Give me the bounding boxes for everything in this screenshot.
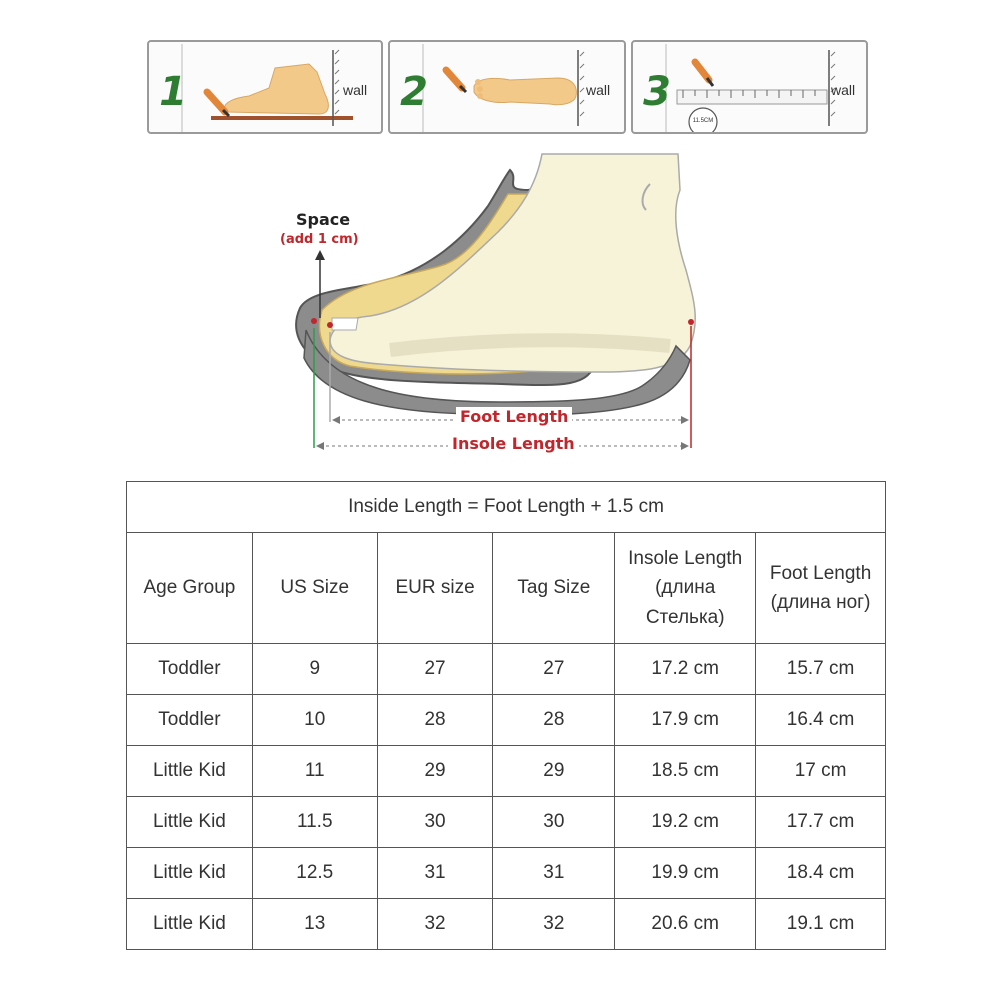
cell-foot-length: 17 cm [756,746,886,797]
table-row [127,797,886,848]
cell-age-group: Little Kid [127,746,253,797]
cell-us-size: 11 [252,746,377,797]
cell-age-group: Little Kid [127,797,253,848]
cell-tag-size: 30 [493,797,615,848]
table-row [127,644,886,695]
cell-insole-length: 19.9 cm [615,848,756,899]
ruler-icon [677,90,827,104]
cell-eur-size: 32 [377,899,493,950]
cell-insole-length: 18.5 cm [615,746,756,797]
step-3-number: 3 [643,69,671,115]
cell-age-group: Toddler [127,695,253,746]
step-3-wall-label: wall [831,82,856,98]
cell-foot-length: 19.1 cm [756,899,886,950]
header-tag-size-text: Tag Size [517,577,591,599]
header-eur-size [377,533,493,644]
header-insole-length-line1: Insole Length [628,547,743,569]
table-row [127,848,886,899]
cell-insole-length: 17.2 cm [615,644,756,695]
header-us-size-text: US Size [280,577,350,599]
cell-us-size: 13 [252,899,377,950]
cell-eur-size: 31 [377,848,493,899]
cell-age-group: Little Kid [127,899,253,950]
step-3-panel [631,40,868,134]
cell-eur-size: 28 [377,695,493,746]
wall-icon [578,50,584,126]
space-label: Space [296,210,351,229]
header-age-group-text: Age Group [143,577,236,599]
table-row [127,899,886,950]
cell-eur-size: 29 [377,746,493,797]
cell-us-size: 12.5 [252,848,377,899]
cell-age-group: Little Kid [127,848,253,899]
cell-eur-size: 27 [377,644,493,695]
table-header-row [127,533,886,644]
cell-foot-length: 16.4 cm [756,695,886,746]
toe-marker [311,318,317,324]
cell-tag-size: 29 [493,746,615,797]
step-2-panel [388,40,626,134]
cell-foot-length: 15.7 cm [756,644,886,695]
header-foot-length [756,533,886,644]
step-2-wall-label: wall [586,82,611,98]
cell-insole-length: 17.9 cm [615,695,756,746]
step-1-panel [147,40,383,134]
pencil-icon [446,70,466,92]
ruler-badge-label: 11.5CM [692,118,714,124]
cell-us-size: 11.5 [252,797,377,848]
step-1-number: 1 [159,69,187,115]
header-foot-length-line1: Foot Length [769,562,872,584]
step-1-wall-label: wall [343,82,368,98]
header-tag-size [493,533,615,644]
insole-length-label: Insole Length [448,434,579,453]
shoe-fit-diagram [270,150,730,460]
cell-tag-size: 31 [493,848,615,899]
table-title-row [127,482,886,533]
cell-foot-length: 18.4 cm [756,848,886,899]
cell-tag-size: 32 [493,899,615,950]
table-row [127,746,886,797]
wall-icon [333,50,339,126]
table-row [127,695,886,746]
header-age-group [127,533,253,644]
header-us-size [252,533,377,644]
header-insole-length [615,533,756,644]
pencil-icon [695,62,713,86]
space-note: (add 1 cm) [280,232,359,247]
cell-tag-size: 27 [493,644,615,695]
size-chart-table [126,481,886,950]
cell-us-size: 9 [252,644,377,695]
header-foot-length-line2: (длина ног) [770,592,871,613]
cell-insole-length: 20.6 cm [615,899,756,950]
header-insole-length-line3: Стелька) [645,606,725,628]
cell-eur-size: 30 [377,797,493,848]
cell-age-group: Toddler [127,644,253,695]
header-eur-size-text: EUR size [395,577,475,599]
heel-marker [688,319,694,325]
header-insole-length-line2: (длина [655,577,716,599]
cell-us-size: 10 [252,695,377,746]
toe-tip-marker [327,322,333,328]
cell-foot-length: 17.7 cm [756,797,886,848]
step-2-number: 2 [400,69,428,115]
cell-tag-size: 28 [493,695,615,746]
cell-insole-length: 19.2 cm [615,797,756,848]
table-title: Inside Length = Foot Length + 1.5 cm [127,482,886,533]
foot-length-label: Foot Length [456,407,572,426]
